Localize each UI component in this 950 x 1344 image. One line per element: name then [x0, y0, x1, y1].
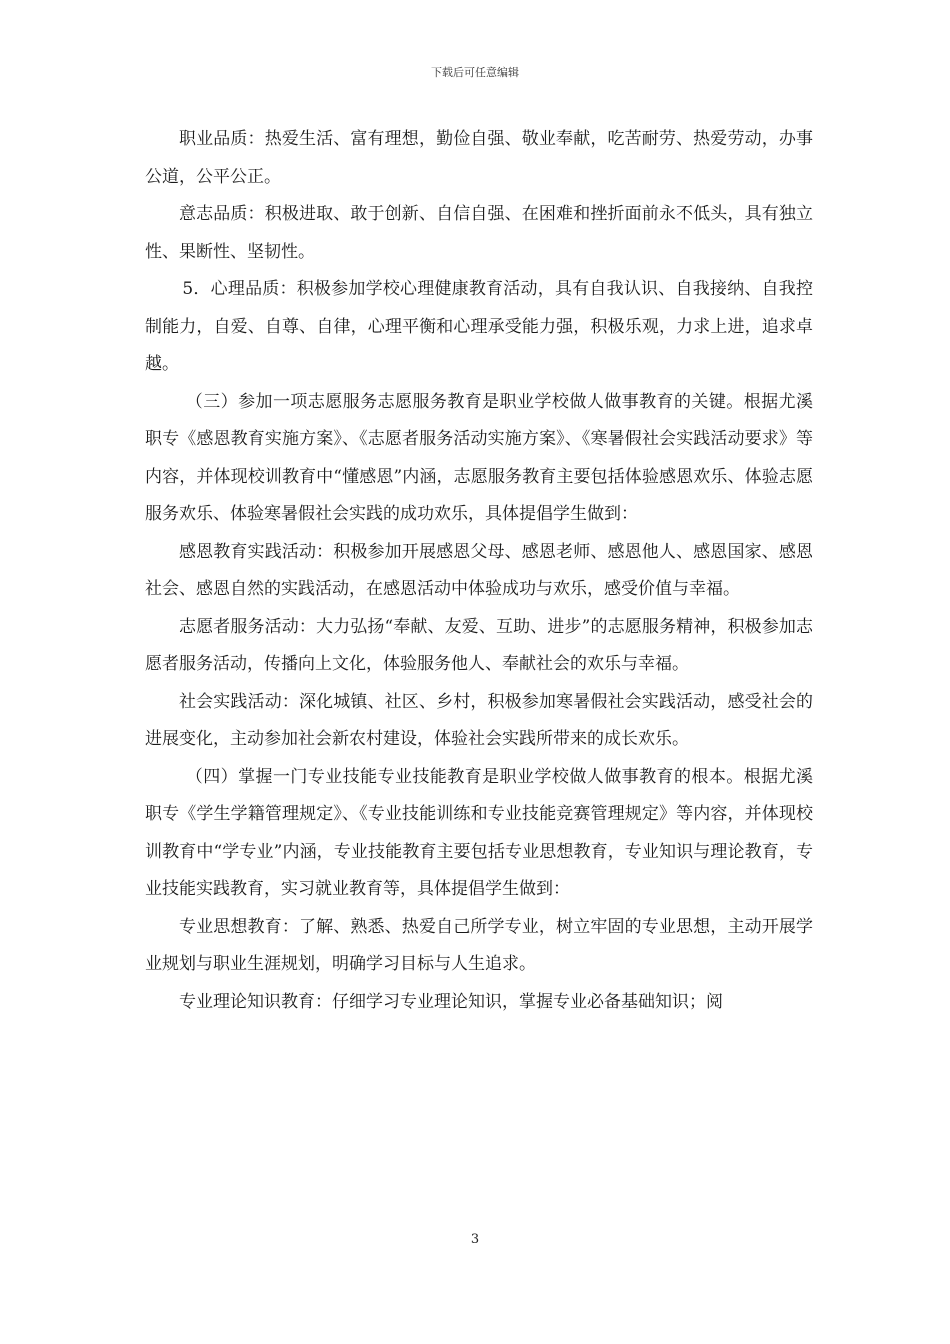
- paragraph-professional-theory: 专业理论知识教育：仔细学习专业理论知识，掌握专业必备基础知识；阅: [179, 991, 723, 1012]
- page-header: 下载后可任意编辑: [431, 66, 519, 79]
- paragraph-psychological-quality: 5．心理品质：积极参加学校心理健康教育活动，具有自我认识、自我接纳、自我控制能力，自爱、自尊、自律，心理平衡和心理承受能力强，积极乐观，力求上进，追求卓越。: [145, 279, 813, 374]
- paragraph-section-skills: （四）掌握一门专业技能专业技能教育是职业学校做人做事教育的根本。根据尤溪职专《学生学籍管理规定》、《专业技能训练和专业技能竞赛管理规定》等内容，并体现校训教育中“学专业”内涵，专业技能教育主要包括专业思想教育，专业知识与理论教育，专业技能实践教育，实习就业教育等，具体提倡学生做到：: [145, 766, 813, 899]
- paragraph-gratitude-practice: 感恩教育实践活动：积极参加开展感恩父母、感恩老师、感恩他人、感恩国家、感恩社会、感恩自然的实践活动，在感恩活动中体验成功与欢乐，感受价值与幸福。: [145, 541, 813, 599]
- paragraph-will-quality: 意志品质：积极进取、敢于创新、自信自强、在困难和挫折面前永不低头，具有独立性、果断性、坚韧性。: [145, 204, 813, 262]
- paragraph-professional-thought: 专业思想教育：了解、熟悉、热爱自己所学专业，树立牢固的专业思想，主动开展学业规划与职业生涯规划，明确学习目标与人生追求。: [145, 916, 813, 974]
- page-number: 3: [470, 1232, 480, 1247]
- paragraph-volunteer-activity: 志愿者服务活动：大力弘扬“奉献、友爱、互助、进步”的志愿服务精神，积极参加志愿者服务活动，传播向上文化，体验服务他人、奉献社会的欢乐与幸福。: [145, 616, 813, 674]
- paragraph-social-practice: 社会实践活动：深化城镇、社区、乡村，积极参加寒暑假社会实践活动，感受社会的进展变化，主动参加社会新农村建设，体验社会实践所带来的成长欢乐。: [145, 691, 813, 749]
- paragraph-section-volunteer: （三）参加一项志愿服务志愿服务教育是职业学校做人做事教育的关键。根据尤溪职专《感恩教育实施方案》、《志愿者服务活动实施方案》、《寒暑假社会实践活动要求》等内容，并体现校训教育中“懂感恩”内涵，志愿服务教育主要包括体验感恩欢乐、体验志愿服务欢乐、体验寒暑假社会实践的成功欢乐，具体提倡学生做到：: [145, 391, 813, 524]
- document-body: [145, 121, 813, 1021]
- paragraph-professional-quality: 职业品质：热爱生活、富有理想，勤俭自强、敬业奉献，吃苦耐劳、热爱劳动，办事公道，公平公正。: [145, 129, 813, 187]
